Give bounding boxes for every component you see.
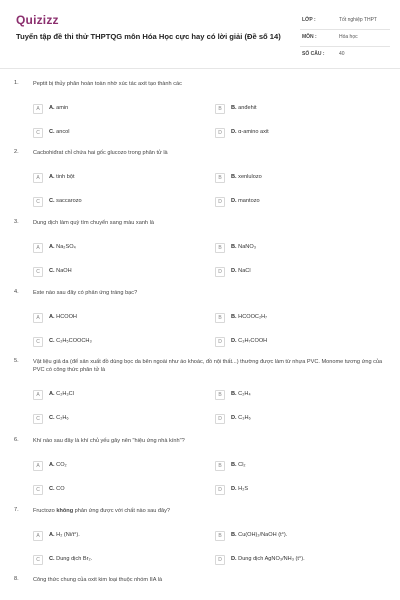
option-letter-box[interactable]: C [33, 414, 43, 424]
option-text: B. HCOOC₂H₇ [231, 314, 268, 320]
option-letter-box[interactable]: D [215, 128, 225, 138]
meta-row-class [300, 13, 390, 30]
question-number: 5. [14, 358, 19, 364]
option-letter-box[interactable]: A [33, 104, 43, 114]
option-text: D. NaCl [231, 268, 251, 274]
option-letter-box[interactable]: A [33, 313, 43, 323]
question-text: Este nào sau đây có phản ứng tráng bạc? [33, 290, 138, 296]
option-text: C. ancol [49, 129, 70, 135]
question-text: Vật liệu giả da (để sản xuất đồ dùng bọc da bên ngoài như áo khoác, đồ nội thất...) thường được làm từ nhựa PVC. Monome tương ứng của PVC có công thức phân tử là [33, 359, 383, 373]
option-text: B. anđehit [231, 105, 257, 111]
option-text: A. amin [49, 105, 69, 111]
option-text: A. C₂H₃Cl [49, 391, 74, 397]
option-letter-box[interactable]: B [215, 173, 225, 183]
option-letter-box[interactable]: B [215, 313, 225, 323]
option-letter-box[interactable]: B [215, 390, 225, 400]
option-letter-box[interactable]: D [215, 414, 225, 424]
meta-value: 40 [339, 51, 345, 57]
worksheet-meta [300, 13, 390, 63]
option-text: C. C₂H₆ [49, 415, 69, 421]
question-text: Dung dịch làm quỳ tím chuyển sang màu xanh là [33, 220, 154, 226]
option-text: B. xenlulozo [231, 174, 262, 180]
option-letter-box[interactable]: B [215, 531, 225, 541]
option-text: A. H₂ (Ni/t°). [49, 532, 80, 538]
option-letter-box[interactable]: C [33, 337, 43, 347]
option-letter-box[interactable]: B [215, 243, 225, 253]
option-letter-box[interactable]: A [33, 243, 43, 253]
option-letter-box[interactable]: A [33, 390, 43, 400]
option-text: A. HCOOH [49, 314, 77, 320]
meta-row-subject [300, 30, 390, 47]
worksheet-title: Tuyển tập đề thi thử THPTQG môn Hóa Học cực hay có lời giải (Đề số 14) [16, 32, 281, 41]
question-number: 3. [14, 219, 19, 225]
option-text: D. C₃H₆ [231, 415, 251, 421]
option-letter-box[interactable]: D [215, 485, 225, 495]
option-text: C. Dung dịch Br₂. [49, 556, 93, 562]
option-text: C. NaOH [49, 268, 72, 274]
question-number: 1. [14, 80, 19, 86]
option-text: B. Cu(OH)₂/NaOH (t°). [231, 532, 288, 538]
option-letter-box[interactable]: A [33, 531, 43, 541]
option-text: B. C₂H₄ [231, 391, 251, 397]
option-text: A. tinh bột [49, 174, 75, 180]
meta-value: Hóa học [339, 34, 358, 40]
question-number: 2. [14, 149, 19, 155]
question-text: Cacbohiđrat chỉ chứa hai gốc glucozo trong phân tử là [33, 150, 168, 156]
option-text: D. C₃H₇COOH [231, 338, 268, 344]
option-text: B. NaNO₃ [231, 244, 256, 250]
option-letter-box[interactable]: D [215, 197, 225, 207]
option-text: C. CO [49, 486, 65, 492]
option-letter-box[interactable]: A [33, 461, 43, 471]
question-text: Công thức chung của oxit kim loại thuộc nhóm IIA là [33, 577, 163, 583]
option-letter-box[interactable]: C [33, 197, 43, 207]
option-text: D. H₂S [231, 486, 249, 492]
option-letter-box[interactable]: D [215, 555, 225, 565]
option-text: D. α-amino axit [231, 129, 269, 135]
option-letter-box[interactable]: B [215, 104, 225, 114]
option-text: C. saccarozo [49, 198, 82, 204]
option-letter-box[interactable]: D [215, 267, 225, 277]
meta-label: SỐ CÂU : [302, 51, 325, 57]
question-number: 8. [14, 576, 19, 582]
quizizz-logo: Quizizz [16, 13, 59, 27]
option-letter-box[interactable]: B [215, 461, 225, 471]
meta-label: LỚP : [302, 17, 316, 23]
option-text: D. mantozo [231, 198, 260, 204]
option-letter-box[interactable]: C [33, 485, 43, 495]
question-number: 6. [14, 437, 19, 443]
option-letter-box[interactable]: D [215, 337, 225, 347]
option-text: A. Na₂SO₄ [49, 244, 76, 250]
meta-value: Tốt nghiệp THPT [339, 17, 377, 23]
question-number: 7. [14, 507, 19, 513]
option-letter-box[interactable]: C [33, 267, 43, 277]
option-letter-box[interactable]: C [33, 128, 43, 138]
option-letter-box[interactable]: C [33, 555, 43, 565]
question-number: 4. [14, 289, 19, 295]
question-text: Peptit bị thủy phân hoàn toàn nhờ xúc tác axit tạo thành các [33, 81, 182, 87]
header-divider [0, 68, 400, 69]
meta-row-count [300, 47, 390, 63]
option-text: D. Dung dịch AgNO₃/NH₃ (t°). [231, 556, 305, 562]
option-text: B. Cl₂ [231, 462, 246, 468]
option-text: A. CO₂ [49, 462, 67, 468]
worksheet-header [0, 0, 400, 66]
option-text: C. C₂H₅COOCH₃ [49, 338, 92, 344]
question-text: Khí nào sau đây là khí chủ yếu gây nên "hiệu ứng nhà kính"? [33, 438, 185, 444]
question-text: Fructozo không phản ứng được với chất nào sau đây? [33, 508, 171, 514]
option-letter-box[interactable]: A [33, 173, 43, 183]
meta-label: MÔN : [302, 34, 317, 40]
